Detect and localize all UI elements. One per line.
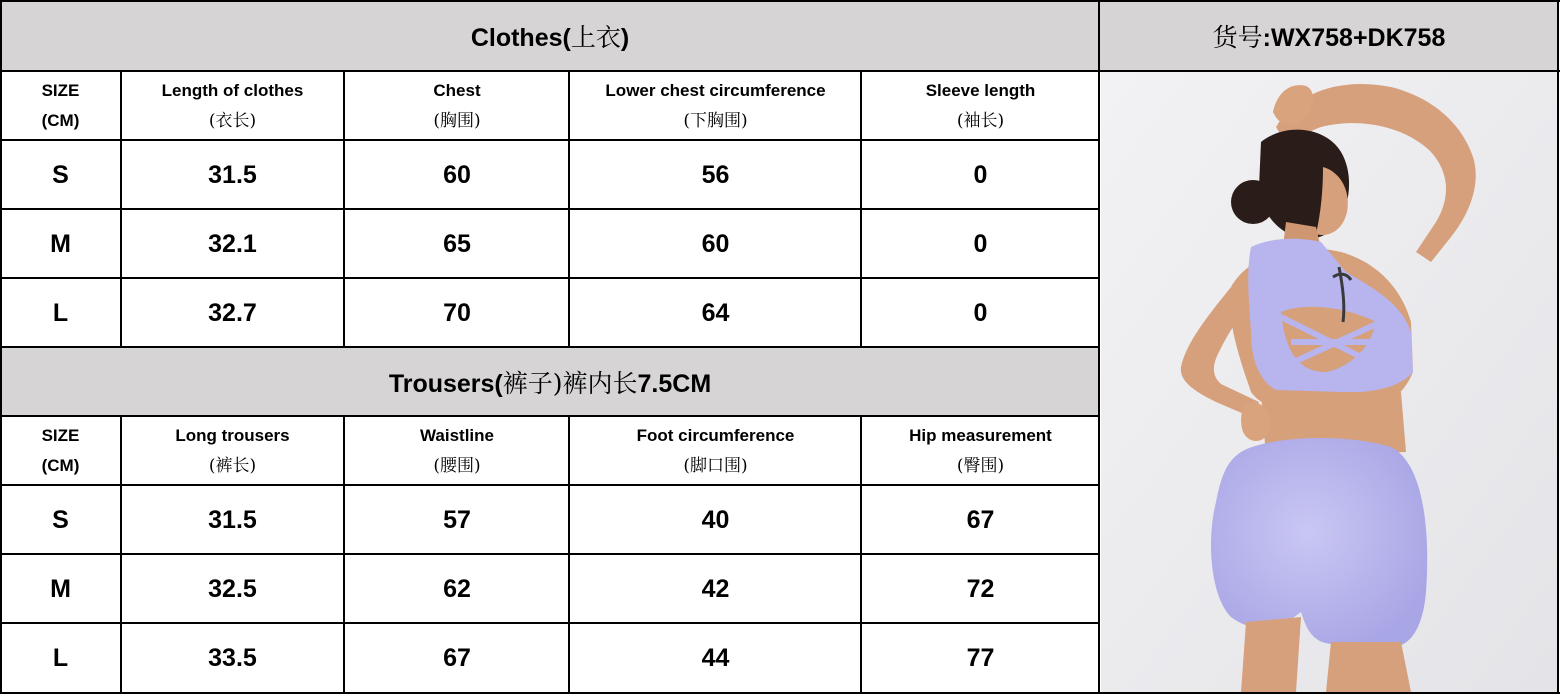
- bottom-row-l-long: 33.5: [208, 643, 257, 672]
- grid-line: [120, 415, 122, 694]
- grid-line: [0, 0, 1560, 2]
- clothes-section-title: Clothes(上衣): [470, 23, 630, 52]
- grid-line: [120, 70, 122, 348]
- top-row-s-length: 31.5: [208, 160, 257, 189]
- bottom-row-s-size: S: [52, 505, 69, 534]
- grid-line: [860, 70, 862, 348]
- grid-line: [0, 346, 1100, 348]
- grid-line: [0, 622, 1100, 624]
- top-row-m-length: 32.1: [208, 229, 257, 258]
- product-code: 货号:WX758+DK758: [1212, 23, 1446, 52]
- grid-line: [0, 139, 1100, 141]
- top-col-size: SIZE (CM): [41, 81, 80, 130]
- top-col-lower-chest: Lower chest circumference (下胸围): [605, 81, 826, 131]
- grid-line: [1098, 0, 1100, 694]
- top-row-m-sleeve: 0: [973, 229, 988, 258]
- top-row-s-sleeve: 0: [973, 160, 988, 189]
- top-row-l-length: 32.7: [208, 298, 257, 327]
- top-col-length: Length of clothes (衣长): [161, 81, 304, 131]
- top-row-s-chest: 60: [443, 160, 471, 189]
- bottom-row-m-size: M: [50, 574, 71, 603]
- top-row-m-chest: 65: [443, 229, 471, 258]
- grid-line: [343, 70, 345, 348]
- grid-line: [0, 484, 1100, 486]
- grid-line: [1557, 0, 1559, 694]
- top-row-m-lower-chest: 60: [701, 229, 730, 258]
- top-row-l-size: L: [52, 298, 69, 327]
- grid-line: [0, 70, 1560, 72]
- bottom-col-hip: Hip measurement (臀围): [909, 426, 1052, 476]
- bottom-row-l-size: L: [52, 643, 69, 672]
- top-row-l-chest: 70: [443, 298, 471, 327]
- grid-line: [860, 415, 862, 694]
- bottom-row-m-waist: 62: [443, 574, 471, 603]
- grid-line: [0, 553, 1100, 555]
- grid-line: [0, 692, 1560, 694]
- bottom-row-l-foot: 44: [701, 643, 730, 672]
- top-row-l-sleeve: 0: [973, 298, 988, 327]
- bottom-row-s-long: 31.5: [208, 505, 257, 534]
- bottom-row-s-waist: 57: [443, 505, 471, 534]
- grid-line: [343, 415, 345, 694]
- trousers-section-title: Trousers(裤子)裤内长7.5CM: [388, 368, 712, 398]
- product-code-header: [1100, 2, 1558, 70]
- top-row-l-lower-chest: 64: [701, 298, 730, 327]
- clothes-section-header: [1, 2, 1099, 70]
- bottom-row-m-long: 32.5: [208, 574, 257, 603]
- bottom-col-waistline: Waistline (腰围): [420, 426, 494, 476]
- model-photo: [1101, 72, 1557, 692]
- grid-line: [0, 0, 2, 694]
- top-row-m-size: M: [50, 229, 71, 258]
- trousers-section-header: [1, 348, 1099, 415]
- bottom-col-size: SIZE (CM): [41, 426, 80, 475]
- top-col-chest: Chest (胸围): [433, 81, 481, 131]
- bottom-row-l-waist: 67: [443, 643, 471, 672]
- grid-line: [568, 70, 570, 348]
- bottom-col-long-trousers: Long trousers (裤长): [175, 426, 290, 476]
- grid-line: [0, 277, 1100, 279]
- bottom-row-s-foot: 40: [701, 505, 730, 534]
- grid-line: [0, 415, 1100, 417]
- top-col-sleeve: Sleeve length (袖长): [925, 81, 1036, 131]
- bottom-row-m-hip: 72: [966, 574, 995, 603]
- grid-line: [0, 208, 1100, 210]
- bottom-row-l-hip: 77: [966, 643, 995, 672]
- model-illustration: [1101, 72, 1557, 692]
- bottom-row-m-foot: 42: [701, 574, 730, 603]
- top-row-s-lower-chest: 56: [701, 160, 730, 189]
- bottom-row-s-hip: 67: [966, 505, 995, 534]
- top-row-s-size: S: [52, 160, 69, 189]
- bottom-col-foot: Foot circumference (脚口围): [636, 426, 795, 476]
- grid-line: [568, 415, 570, 694]
